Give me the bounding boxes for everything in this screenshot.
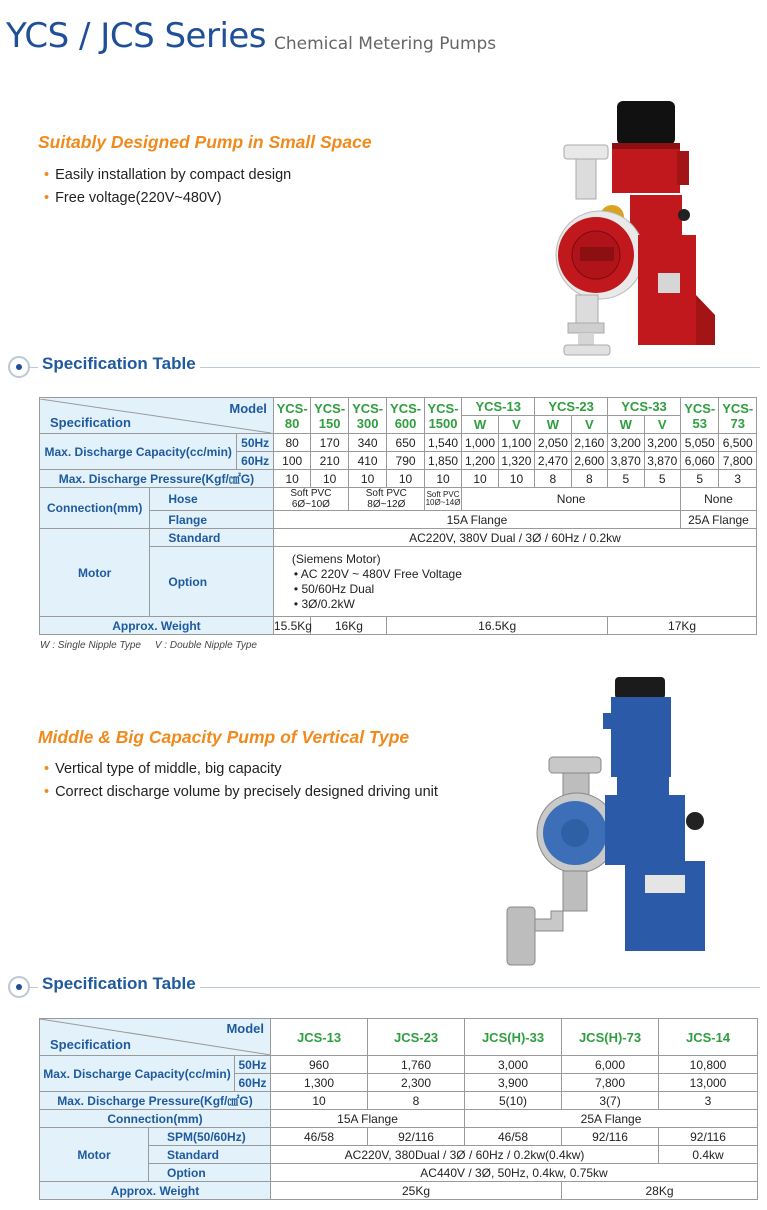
table-cell: 25Kg <box>271 1182 562 1200</box>
model-sub-cell: W <box>462 416 498 434</box>
table-cell: 1,540 <box>424 434 461 452</box>
table-cell: 340 <box>348 434 386 452</box>
row-label: Max. Discharge Pressure(Kgf/㎠G) <box>40 1092 271 1110</box>
row-label: Standard <box>149 1146 271 1164</box>
table-cell: 7,800 <box>562 1074 659 1092</box>
list-item: • Free voltage(220V~480V) <box>44 190 222 206</box>
table-cell: 7,800 <box>719 452 757 470</box>
table-cell: 210 <box>311 452 348 470</box>
row-label: Option <box>149 1164 271 1182</box>
model-cell: YCS-23 <box>535 398 608 416</box>
table-cell: 2,470 <box>535 452 571 470</box>
table-cell: 1,000 <box>462 434 498 452</box>
table-cell: 3 <box>659 1092 758 1110</box>
table-cell: 5,050 <box>680 434 718 452</box>
model-cell: YCS- 73 <box>719 398 757 434</box>
page-title: YCS / JCS Series <box>6 16 267 56</box>
table-cell: 46/58 <box>271 1128 368 1146</box>
bullet-circle-icon <box>8 356 30 378</box>
table-cell: Soft PVC 8Ø~12Ø <box>348 488 424 511</box>
table-cell: 13,000 <box>659 1074 758 1092</box>
table-cell: 6,000 <box>562 1056 659 1074</box>
section-heading-vertical: Middle & Big Capacity Pump of Vertical Type <box>38 727 410 747</box>
table-cell: 1,300 <box>271 1074 368 1092</box>
model-sub-cell: V <box>644 416 680 434</box>
table-cell: 17Kg <box>608 617 757 635</box>
table-cell: 25A Flange <box>465 1110 758 1128</box>
table-cell: 15A Flange <box>271 1110 465 1128</box>
table-cell: 2,160 <box>571 434 607 452</box>
row-label: 60Hz <box>237 452 273 470</box>
table-cell: 3,200 <box>644 434 680 452</box>
table-cell: 2,600 <box>571 452 607 470</box>
table-cell: 16Kg <box>311 617 387 635</box>
feature-list-vertical <box>44 758 438 804</box>
table-corner: Model Specification <box>40 1019 271 1056</box>
table-cell: 1,760 <box>368 1056 465 1074</box>
table-footnote: W : Single Nipple Type V : Double Nipple Type <box>40 640 257 651</box>
model-cell: JCS-13 <box>271 1019 368 1056</box>
table-cell: 2,300 <box>368 1074 465 1092</box>
table-cell: 10 <box>348 470 386 488</box>
row-label: Connection(mm) <box>40 488 150 529</box>
model-cell: YCS- 300 <box>348 398 386 434</box>
table-cell: 5 <box>680 470 718 488</box>
bullet-circle-icon <box>8 976 30 998</box>
table-cell: 25A Flange <box>680 511 756 529</box>
table-cell: 6,500 <box>719 434 757 452</box>
row-label: Max. Discharge Capacity(cc/min) <box>40 434 237 470</box>
model-cell: YCS-33 <box>608 398 681 416</box>
model-cell: YCS- 80 <box>273 398 310 434</box>
table-cell: 92/116 <box>659 1128 758 1146</box>
table-cell: 10 <box>424 470 461 488</box>
table-cell: 10 <box>498 470 534 488</box>
table-cell: 3,200 <box>608 434 644 452</box>
table-cell: 15.5Kg <box>273 618 312 633</box>
table-cell: None <box>462 488 681 511</box>
table-cell: 6,060 <box>680 452 718 470</box>
option-cell: (Siemens Motor) • AC 220V ~ 480V Free Voltage • 50/60Hz Dual • 3Ø/0.2kW <box>273 547 756 617</box>
table-cell: 170 <box>311 434 348 452</box>
table-cell: 8 <box>571 470 607 488</box>
table-cell: 1,200 <box>462 452 498 470</box>
table-cell: 960 <box>271 1056 368 1074</box>
model-cell: JCS(H)-33 <box>465 1019 562 1056</box>
table-cell: 10 <box>273 470 310 488</box>
table-cell: 10 <box>271 1092 368 1110</box>
red-pump-image <box>550 95 715 357</box>
row-label: Approx. Weight <box>40 617 274 635</box>
row-label: SPM(50/60Hz) <box>149 1128 271 1146</box>
model-sub-cell: W <box>608 416 644 434</box>
row-label: Approx. Weight <box>40 1182 271 1200</box>
page-subtitle: Chemical Metering Pumps <box>274 34 497 54</box>
model-cell: YCS-13 <box>462 398 535 416</box>
table-cell: 3,900 <box>465 1074 562 1092</box>
row-label: 60Hz <box>235 1074 271 1092</box>
table-cell: AC220V, 380V Dual / 3Ø / 60Hz / 0.2kw <box>273 529 756 547</box>
table-cell: 16.5Kg <box>387 617 608 635</box>
table-cell: 10 <box>462 470 498 488</box>
table-cell: 10 <box>311 470 348 488</box>
table-cell: 410 <box>348 452 386 470</box>
table-cell: 28Kg <box>562 1182 758 1200</box>
model-cell: JCS-14 <box>659 1019 758 1056</box>
model-sub-cell: V <box>571 416 607 434</box>
table-cell: 5 <box>644 470 680 488</box>
table-cell: 1,100 <box>498 434 534 452</box>
ycs-spec-table <box>39 397 757 635</box>
model-cell: YCS- 53 <box>680 398 718 434</box>
table-cell: 3,870 <box>644 452 680 470</box>
model-cell: YCS- 1500 <box>424 398 461 434</box>
row-label: Motor <box>40 1128 149 1182</box>
table-cell: 10 <box>387 470 424 488</box>
row-label: 50Hz <box>235 1056 271 1074</box>
list-item: • Easily installation by compact design <box>44 167 292 183</box>
table-cell: 5(10) <box>465 1092 562 1110</box>
table-cell: Soft PVC 6Ø~10Ø <box>273 488 348 511</box>
row-label: Standard <box>150 529 274 547</box>
table-cell: 2,050 <box>535 434 571 452</box>
model-sub-cell: W <box>535 416 571 434</box>
table-cell: 650 <box>387 434 424 452</box>
table-cell: AC440V / 3Ø, 50Hz, 0.4kw, 0.75kw <box>271 1164 758 1182</box>
row-label: Motor <box>40 529 150 617</box>
table-corner: Model Specification <box>40 398 274 434</box>
table-cell: 46/58 <box>465 1128 562 1146</box>
spec-table-header: Specification Table <box>8 354 760 384</box>
model-cell: YCS- 150 <box>311 398 348 434</box>
table-cell: None <box>680 488 756 511</box>
table-cell: 1,320 <box>498 452 534 470</box>
table-cell: 80 <box>273 434 310 452</box>
row-label: Connection(mm) <box>40 1110 271 1128</box>
list-item: • Vertical type of middle, big capacity <box>44 761 282 777</box>
table-cell: Soft PVC 10Ø~14Ø <box>424 488 461 511</box>
row-label: Hose <box>150 488 274 511</box>
table-cell: 10,800 <box>659 1056 758 1074</box>
table-cell: 790 <box>387 452 424 470</box>
table-cell: 92/116 <box>368 1128 465 1146</box>
table-cell: 3,000 <box>465 1056 562 1074</box>
model-cell: JCS-23 <box>368 1019 465 1056</box>
feature-list-compact <box>44 164 291 210</box>
table-cell: AC220V, 380Dual / 3Ø / 60Hz / 0.2kw(0.4kw) <box>271 1146 659 1164</box>
table-cell: 8 <box>368 1092 465 1110</box>
table-cell: 3(7) <box>562 1092 659 1110</box>
row-label: Max. Discharge Pressure(Kgf/㎠G) <box>40 470 274 488</box>
section-heading-compact: Suitably Designed Pump in Small Space <box>38 132 372 152</box>
row-label: Flange <box>150 511 274 529</box>
row-label: 50Hz <box>237 434 273 452</box>
table-cell: 92/116 <box>562 1128 659 1146</box>
table-cell: 100 <box>273 452 310 470</box>
blue-pump-image <box>505 675 715 970</box>
table-cell: 1,850 <box>424 452 461 470</box>
table-cell: 3,870 <box>608 452 644 470</box>
table-cell: 15A Flange <box>273 511 680 529</box>
table-cell: 3 <box>719 470 757 488</box>
model-sub-cell: V <box>498 416 534 434</box>
list-item: • Correct discharge volume by precisely designed driving unit <box>44 784 438 800</box>
row-label: Max. Discharge Capacity(cc/min) <box>40 1056 235 1092</box>
table-cell: 8 <box>535 470 571 488</box>
table-cell: 0.4kw <box>659 1146 758 1164</box>
table-cell: 5 <box>608 470 644 488</box>
model-cell: JCS(H)-73 <box>562 1019 659 1056</box>
model-cell: YCS- 600 <box>387 398 424 434</box>
row-label: Option <box>150 547 274 617</box>
spec-table-header: Specification Table <box>8 974 760 1004</box>
jcs-spec-table <box>39 1018 758 1200</box>
